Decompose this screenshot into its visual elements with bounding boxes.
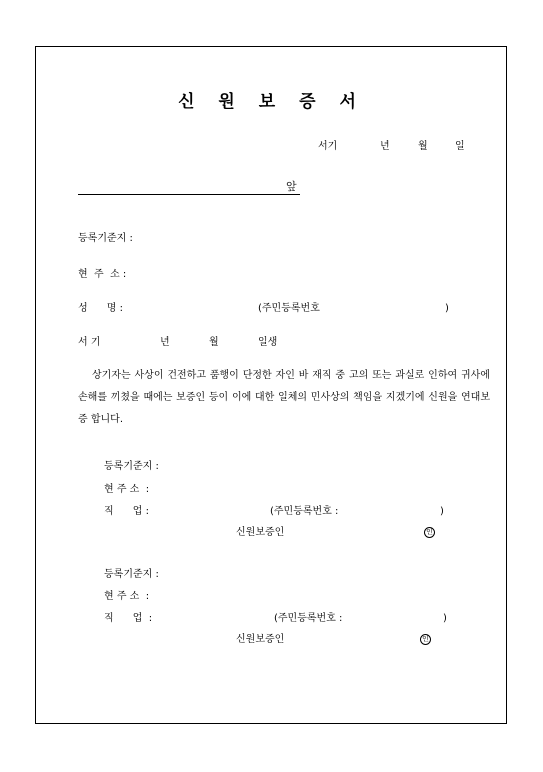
date-prefix: 서기 <box>318 141 338 152</box>
guarantor1-signer-label: 신원보증인 <box>236 527 285 538</box>
guarantor1-registry-label: 등록기준지 : <box>104 461 159 472</box>
guarantor1-seal-mark: 인 <box>424 527 435 538</box>
resident-number-label: (주민등록번호 <box>258 303 320 314</box>
addressee-line <box>78 194 300 195</box>
guarantor1-resident-number-label: (주민등록번호 : <box>270 506 339 517</box>
guarantor1-address-label: 현 주 소 : <box>104 484 150 495</box>
birth-month: 월 <box>209 337 219 348</box>
date-day: 일 <box>455 141 465 152</box>
addressee-suffix: 앞 <box>286 180 297 193</box>
guarantor2-registry-label: 등록기준지 : <box>104 569 159 580</box>
date-month: 월 <box>418 141 428 152</box>
birth-day: 일생 <box>258 337 278 348</box>
resident-number-close: ) <box>445 303 449 314</box>
guarantor2-signer-label: 신원보증인 <box>236 634 285 645</box>
birth-year: 년 <box>160 337 170 348</box>
registry-label: 등록기준지 : <box>78 233 133 244</box>
date-year: 년 <box>380 141 390 152</box>
guarantor2-resident-number-label: (주민등록번호 : <box>274 613 343 624</box>
guarantor2-resident-number-close: ) <box>443 613 447 624</box>
birth-prefix: 서 기 <box>78 337 101 348</box>
guarantor2-seal-mark: 인 <box>420 634 431 645</box>
guarantee-statement: 상기자는 사상이 건전하고 품행이 단정한 자인 바 재직 중 고의 또는 과실로 인하여 귀사에 손해를 끼쳤을 때에는 보증인 등이 이에 대한 일체의 민사상의 책임을 지겠기에 신원을 연대보증 합니다. <box>78 370 490 425</box>
guarantor1-resident-number-close: ) <box>440 506 444 517</box>
guarantor2-address-label: 현 주 소 : <box>104 591 150 602</box>
guarantor1-job-label: 직 업 : <box>104 506 149 517</box>
document-title: 신 원 보 증 서 <box>178 92 365 112</box>
address-label: 현 주 소 : <box>78 269 127 280</box>
guarantor2-job-label: 직 업 : <box>104 613 153 624</box>
name-label: 성 명 : <box>78 303 123 314</box>
